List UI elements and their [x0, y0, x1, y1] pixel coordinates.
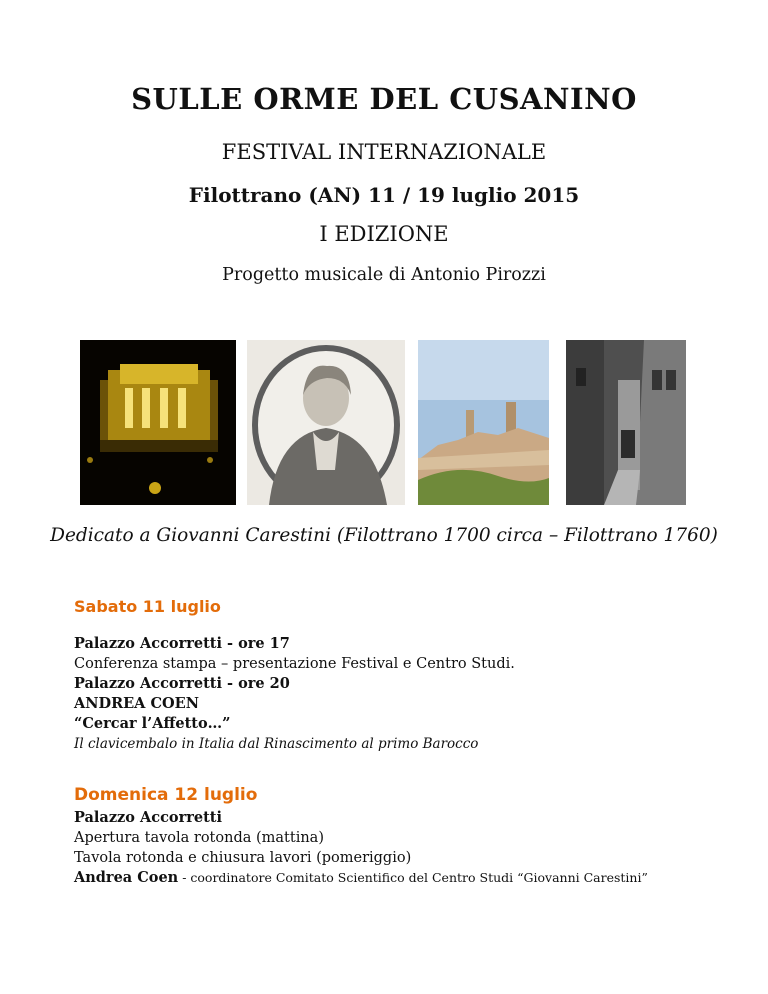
event-description: Tavola rotonda e chiusura lavori (pomeriggio) — [74, 850, 412, 866]
festival-dates: Filottrano (AN) 11 / 19 luglio 2015 — [188, 183, 580, 207]
sunday-program — [74, 808, 728, 888]
event-description: Apertura tavola rotonda (mattina) — [74, 830, 324, 846]
edition-label: I EDIZIONE — [319, 222, 449, 246]
festival-title: SULLE ORME DEL CUSANINO — [131, 82, 637, 116]
street-photo — [566, 340, 686, 505]
saturday-program — [74, 634, 728, 754]
day-heading: Sabato 11 luglio — [74, 597, 221, 616]
day-section-sunday — [74, 785, 728, 805]
event-venue: Palazzo Accorretti - ore 17 — [74, 635, 290, 652]
day-heading: Domenica 12 luglio — [74, 785, 258, 805]
event-description: Conferenza stampa – presentazione Festival e Centro Studi. — [74, 656, 515, 672]
villa-night-photo — [80, 340, 236, 505]
coordinator-name: Andrea Coen — [74, 869, 179, 886]
event-venue: Palazzo Accorretti — [74, 809, 222, 826]
event-venue: Palazzo Accorretti - ore 20 — [74, 675, 290, 692]
project-credit: Progetto musicale di Antonio Pirozzi — [222, 265, 546, 285]
concert-subtitle: Il clavicembalo in Italia dal Rinascimento al primo Barocco — [74, 736, 479, 752]
hilltown-photo — [418, 340, 549, 505]
carestini-portrait — [247, 340, 405, 505]
day-section-saturday — [74, 597, 728, 616]
performer-name: ANDREA COEN — [74, 695, 199, 712]
dedication: Dedicato a Giovanni Carestini (Filottrano 1700 circa – Filottrano 1760) — [50, 525, 718, 546]
coordinator-line — [74, 868, 728, 888]
festival-subtitle: FESTIVAL INTERNAZIONALE — [221, 140, 547, 164]
concert-title: “Cercar l’Affetto…” — [74, 715, 231, 732]
coordinator-role: - coordinatore Comitato Scientifico del Centro Studi “Giovanni Carestini” — [178, 870, 648, 885]
